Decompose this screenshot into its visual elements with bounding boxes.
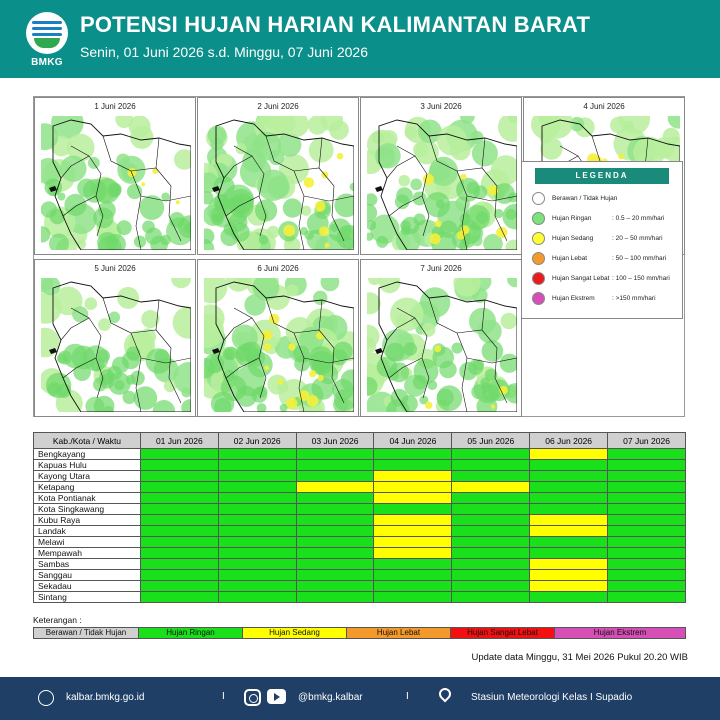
keterangan-item: Hujan Sangat Lebat bbox=[451, 628, 555, 638]
table-rain-level-cell bbox=[608, 526, 686, 537]
table-rain-level-cell bbox=[608, 449, 686, 460]
rain-map-date-label: 5 Juni 2026 bbox=[94, 264, 136, 273]
table-rain-level-cell bbox=[140, 559, 218, 570]
table-rain-level-cell bbox=[530, 504, 608, 515]
table-rain-level-cell bbox=[374, 559, 452, 570]
rain-map-panel bbox=[360, 259, 522, 417]
rain-map-panel bbox=[34, 259, 196, 417]
table-rain-level-cell bbox=[452, 460, 530, 471]
table-rain-level-cell bbox=[140, 460, 218, 471]
table-region-name: Kapuas Hulu bbox=[34, 460, 141, 471]
table-rain-level-cell bbox=[608, 548, 686, 559]
table-rain-level-cell bbox=[374, 449, 452, 460]
table-rain-level-cell bbox=[608, 504, 686, 515]
table-header-date: 05 Jun 2026 bbox=[452, 433, 530, 449]
table-rain-level-cell bbox=[296, 548, 374, 559]
bmkg-logo-emblem-icon bbox=[26, 12, 68, 54]
table-rain-level-cell bbox=[140, 504, 218, 515]
location-pin-icon bbox=[437, 686, 454, 703]
keterangan-item: Hujan Ringan bbox=[139, 628, 243, 638]
rain-map-panel bbox=[197, 259, 359, 417]
table-rain-level-cell bbox=[530, 515, 608, 526]
table-header-region: Kab./Kota / Waktu bbox=[34, 433, 141, 449]
table-rain-level-cell bbox=[296, 460, 374, 471]
bmkg-logo bbox=[26, 12, 68, 70]
table-row bbox=[34, 449, 686, 460]
footer-separator: I bbox=[222, 691, 225, 702]
table-rain-level-cell bbox=[530, 460, 608, 471]
table-rain-level-cell bbox=[296, 515, 374, 526]
table-rain-level-cell bbox=[218, 482, 296, 493]
table-rain-level-cell bbox=[374, 537, 452, 548]
legend-item-range: : 0.5 – 20 mm/hari bbox=[612, 215, 665, 222]
table-rain-level-cell bbox=[140, 548, 218, 559]
table-row bbox=[34, 471, 686, 482]
table-rain-level-cell bbox=[140, 581, 218, 592]
legend-item-name: Hujan Sangat Lebat bbox=[552, 275, 610, 282]
table-region-name: Landak bbox=[34, 526, 141, 537]
update-text: Update data Minggu, 31 Mei 2026 Pukul 20.20 WIB bbox=[471, 652, 688, 663]
legend-item-range: : 100 – 150 mm/hari bbox=[612, 275, 670, 282]
keterangan-item: Hujan Sedang bbox=[243, 628, 347, 638]
table-rain-level-cell bbox=[296, 471, 374, 482]
website-link[interactable]: kalbar.bmkg.go.id bbox=[66, 692, 145, 703]
table-region-name: Sanggau bbox=[34, 570, 141, 581]
table-rain-level-cell bbox=[452, 526, 530, 537]
legend-item-name: Hujan Ringan bbox=[552, 215, 592, 222]
rain-map-image bbox=[204, 278, 354, 412]
legend-color-swatch bbox=[532, 252, 545, 265]
table-rain-level-cell bbox=[140, 493, 218, 504]
keterangan-item: Berawan / Tidak Hujan bbox=[34, 628, 139, 638]
table-rain-level-cell bbox=[140, 526, 218, 537]
table-rain-level-cell bbox=[296, 581, 374, 592]
table-rain-level-cell bbox=[218, 515, 296, 526]
rain-map-date-label: 3 Juni 2026 bbox=[420, 102, 462, 111]
table-rain-level-cell bbox=[374, 548, 452, 559]
table-rain-level-cell bbox=[530, 493, 608, 504]
table-rain-level-cell bbox=[452, 548, 530, 559]
table-rain-level-cell bbox=[374, 515, 452, 526]
table-rain-level-cell bbox=[452, 537, 530, 548]
footer-separator: I bbox=[406, 691, 409, 702]
table-rain-level-cell bbox=[374, 493, 452, 504]
table-rain-level-cell bbox=[218, 504, 296, 515]
legend-item-range: : 50 – 100 mm/hari bbox=[612, 255, 667, 262]
table-rain-level-cell bbox=[452, 449, 530, 460]
rain-map-image bbox=[367, 278, 517, 412]
table-rain-level-cell bbox=[218, 559, 296, 570]
table-rain-level-cell bbox=[374, 482, 452, 493]
table-rain-level-cell bbox=[140, 482, 218, 493]
table-row bbox=[34, 515, 686, 526]
table-rain-level-cell bbox=[452, 493, 530, 504]
table-rain-level-cell bbox=[374, 504, 452, 515]
table-rain-level-cell bbox=[530, 537, 608, 548]
table-rain-level-cell bbox=[374, 460, 452, 471]
table-row bbox=[34, 592, 686, 603]
table-header-date: 04 Jun 2026 bbox=[374, 433, 452, 449]
table-rain-level-cell bbox=[374, 581, 452, 592]
legend-color-swatch bbox=[532, 192, 545, 205]
legend-item-name: Berawan / Tidak Hujan bbox=[552, 195, 618, 202]
table-region-name: Kayong Utara bbox=[34, 471, 141, 482]
table-row bbox=[34, 460, 686, 471]
table-rain-level-cell bbox=[530, 559, 608, 570]
station-name: Stasiun Meteorologi Kelas I Supadio bbox=[471, 692, 633, 703]
keterangan-bar bbox=[33, 627, 686, 639]
keterangan-label: Keterangan : bbox=[33, 615, 82, 625]
table-row bbox=[34, 559, 686, 570]
table-region-name: Melawi bbox=[34, 537, 141, 548]
table-header-date: 07 Jun 2026 bbox=[608, 433, 686, 449]
rain-map-image bbox=[41, 116, 191, 250]
table-region-name: Sintang bbox=[34, 592, 141, 603]
table-rain-level-cell bbox=[296, 449, 374, 460]
table-row bbox=[34, 526, 686, 537]
table-rain-level-cell bbox=[530, 471, 608, 482]
rain-map-panel bbox=[360, 97, 522, 255]
table-rain-level-cell bbox=[218, 460, 296, 471]
table-rain-level-cell bbox=[140, 515, 218, 526]
rain-map-image bbox=[41, 278, 191, 412]
table-region-name: Kota Pontianak bbox=[34, 493, 141, 504]
keterangan-item: Hujan Lebat bbox=[347, 628, 451, 638]
table-rain-level-cell bbox=[608, 493, 686, 504]
table-rain-level-cell bbox=[608, 471, 686, 482]
table-rain-level-cell bbox=[140, 449, 218, 460]
table-rain-level-cell bbox=[296, 482, 374, 493]
rain-map-panel bbox=[197, 97, 359, 255]
table-rain-level-cell bbox=[530, 581, 608, 592]
table-header-date: 02 Jun 2026 bbox=[218, 433, 296, 449]
table-region-name: Kubu Raya bbox=[34, 515, 141, 526]
globe-icon bbox=[38, 690, 54, 706]
table-header-date: 06 Jun 2026 bbox=[530, 433, 608, 449]
legend-item-range: : 20 – 50 mm/hari bbox=[612, 235, 663, 242]
table-rain-level-cell bbox=[608, 515, 686, 526]
table-row bbox=[34, 537, 686, 548]
rain-forecast-table bbox=[33, 432, 686, 603]
table-rain-level-cell bbox=[530, 526, 608, 537]
rain-map-date-label: 2 Juni 2026 bbox=[257, 102, 299, 111]
table-rain-level-cell bbox=[296, 559, 374, 570]
table-rain-level-cell bbox=[374, 592, 452, 603]
legend-item-name: Hujan Ekstrem bbox=[552, 295, 595, 302]
table-rain-level-cell bbox=[452, 515, 530, 526]
table-rain-level-cell bbox=[218, 471, 296, 482]
table-rain-level-cell bbox=[296, 592, 374, 603]
table-rain-level-cell bbox=[296, 493, 374, 504]
table-rain-level-cell bbox=[218, 581, 296, 592]
table-rain-level-cell bbox=[608, 559, 686, 570]
table-rain-level-cell bbox=[452, 581, 530, 592]
table-rain-level-cell bbox=[374, 570, 452, 581]
table-rain-level-cell bbox=[140, 592, 218, 603]
table-row bbox=[34, 548, 686, 559]
table-rain-level-cell bbox=[452, 592, 530, 603]
table-row bbox=[34, 570, 686, 581]
table-rain-level-cell bbox=[374, 471, 452, 482]
page-title: POTENSI HUJAN HARIAN KALIMANTAN BARAT bbox=[80, 12, 591, 37]
keterangan-item: Hujan Ekstrem bbox=[555, 628, 685, 638]
table-rain-level-cell bbox=[530, 449, 608, 460]
page-subtitle: Senin, 01 Juni 2026 s.d. Minggu, 07 Juni 2026 bbox=[80, 44, 368, 60]
table-header-date: 03 Jun 2026 bbox=[296, 433, 374, 449]
social-handle[interactable]: @bmkg.kalbar bbox=[298, 692, 363, 703]
legend-color-swatch bbox=[532, 292, 545, 305]
footer bbox=[0, 677, 720, 720]
table-rain-level-cell bbox=[452, 570, 530, 581]
table-header-date: 01 Jun 2026 bbox=[140, 433, 218, 449]
rain-map-image bbox=[204, 116, 354, 250]
legend-item-range: : >150 mm/hari bbox=[612, 295, 656, 302]
youtube-icon[interactable] bbox=[267, 689, 286, 704]
bmkg-logo-text: BMKG bbox=[31, 57, 63, 68]
table-rain-level-cell bbox=[296, 537, 374, 548]
table-rain-level-cell bbox=[608, 581, 686, 592]
table-row bbox=[34, 581, 686, 592]
table-rain-level-cell bbox=[608, 537, 686, 548]
table-region-name: Sekadau bbox=[34, 581, 141, 592]
table-rain-level-cell bbox=[296, 526, 374, 537]
table-rain-level-cell bbox=[218, 592, 296, 603]
table-rain-level-cell bbox=[452, 559, 530, 570]
table-rain-level-cell bbox=[296, 504, 374, 515]
table-rain-level-cell bbox=[608, 460, 686, 471]
header-banner bbox=[0, 0, 720, 78]
rain-map-date-label: 4 Juni 2026 bbox=[583, 102, 625, 111]
table-row bbox=[34, 504, 686, 515]
legend-color-swatch bbox=[532, 232, 545, 245]
legend-item-name: Hujan Lebat bbox=[552, 255, 588, 262]
rain-map-panel bbox=[34, 97, 196, 255]
table-rain-level-cell bbox=[140, 471, 218, 482]
rain-map-date-label: 7 Juni 2026 bbox=[420, 264, 462, 273]
table-region-name: Ketapang bbox=[34, 482, 141, 493]
table-rain-level-cell bbox=[452, 471, 530, 482]
table-region-name: Sambas bbox=[34, 559, 141, 570]
legend-color-swatch bbox=[532, 212, 545, 225]
legend-item-name: Hujan Sedang bbox=[552, 235, 594, 242]
legend-color-swatch bbox=[532, 272, 545, 285]
legend-panel bbox=[521, 161, 683, 319]
table-rain-level-cell bbox=[218, 526, 296, 537]
table-rain-level-cell bbox=[218, 570, 296, 581]
table-rain-level-cell bbox=[608, 592, 686, 603]
table-rain-level-cell bbox=[608, 482, 686, 493]
table-rain-level-cell bbox=[452, 482, 530, 493]
table-rain-level-cell bbox=[530, 570, 608, 581]
table-rain-level-cell bbox=[530, 482, 608, 493]
table-region-name: Mempawah bbox=[34, 548, 141, 559]
table-header-row bbox=[34, 433, 686, 449]
rain-map-date-label: 1 Juni 2026 bbox=[94, 102, 136, 111]
rain-map-date-label: 6 Juni 2026 bbox=[257, 264, 299, 273]
table-region-name: Kota Singkawang bbox=[34, 504, 141, 515]
table-rain-level-cell bbox=[452, 504, 530, 515]
table-rain-level-cell bbox=[218, 493, 296, 504]
instagram-icon[interactable] bbox=[244, 689, 261, 706]
table-rain-level-cell bbox=[140, 537, 218, 548]
table-rain-level-cell bbox=[530, 592, 608, 603]
table-rain-level-cell bbox=[530, 548, 608, 559]
table-rain-level-cell bbox=[218, 548, 296, 559]
table-rain-level-cell bbox=[218, 537, 296, 548]
table-rain-level-cell bbox=[374, 526, 452, 537]
table-row bbox=[34, 482, 686, 493]
table-rain-level-cell bbox=[140, 570, 218, 581]
legend-title: LEGENDA bbox=[535, 168, 669, 184]
table-rain-level-cell bbox=[608, 570, 686, 581]
table-rain-level-cell bbox=[296, 570, 374, 581]
rain-map-image bbox=[367, 116, 517, 250]
table-rain-level-cell bbox=[218, 449, 296, 460]
table-row bbox=[34, 493, 686, 504]
table-region-name: Bengkayang bbox=[34, 449, 141, 460]
